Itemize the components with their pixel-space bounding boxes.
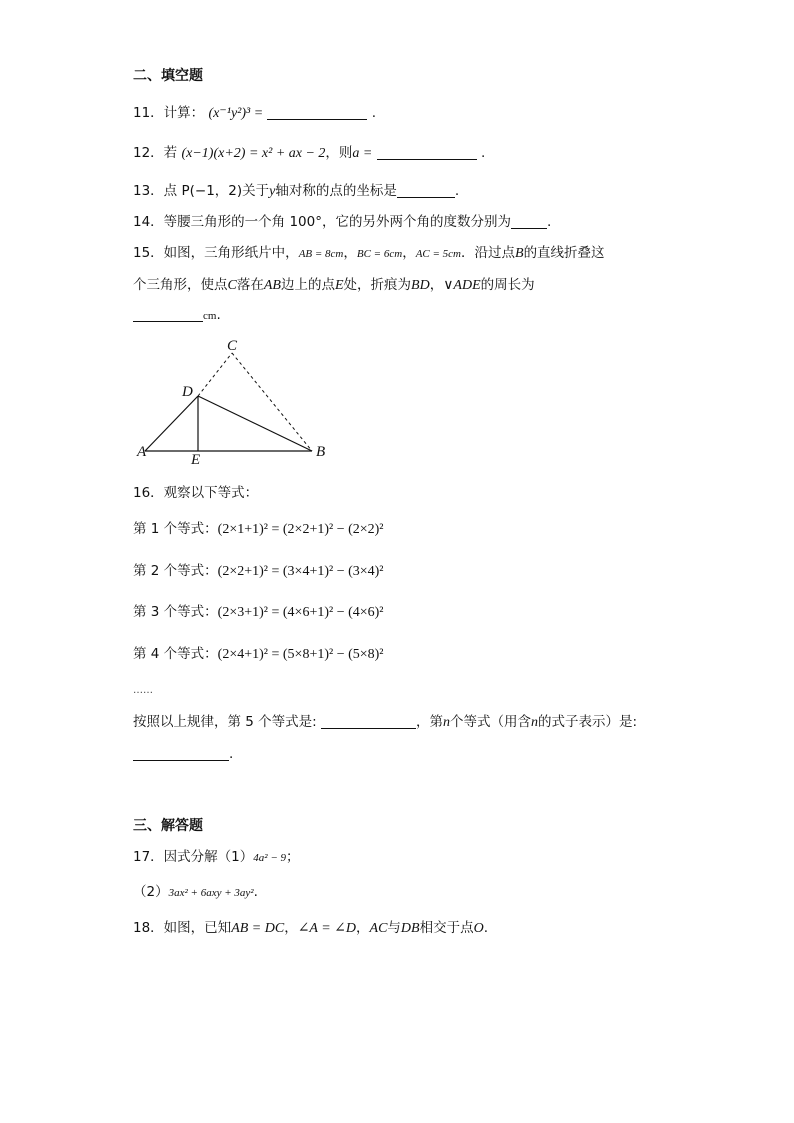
segment-db bbox=[198, 396, 312, 451]
answer-blank-11[interactable] bbox=[267, 105, 367, 120]
given-angle-a-eq-d: ∠A = ∠D bbox=[297, 921, 357, 936]
answer-blank-16b[interactable] bbox=[133, 746, 229, 761]
separator: ， bbox=[343, 245, 357, 261]
question-12-equation: (x−1)(x+2) = x² + ax − 2 bbox=[181, 146, 326, 161]
question-11-prompt: 11．计算： bbox=[133, 105, 205, 121]
question-16-intro: 16．观察以下等式： bbox=[133, 485, 259, 501]
question-15-line-3 bbox=[133, 306, 221, 325]
question-17-end: . bbox=[253, 884, 258, 900]
question-16-end: . bbox=[229, 746, 234, 762]
label-b: B bbox=[316, 444, 326, 460]
question-16-text: 按照以上规律，第 5 个等式是: bbox=[133, 714, 317, 730]
point-c-ref: C bbox=[227, 278, 237, 293]
triangle-figure bbox=[130, 336, 350, 466]
question-15-text: ．沿过点 bbox=[461, 245, 515, 261]
point-e-ref: E bbox=[334, 278, 344, 293]
question-12 bbox=[133, 144, 485, 163]
answer-blank-13[interactable] bbox=[397, 183, 455, 198]
question-16-text: ，第 bbox=[416, 714, 444, 730]
question-15-text: 15．如图，三角形纸片中， bbox=[133, 245, 299, 261]
question-16-answer-line bbox=[133, 745, 233, 763]
equation-label: 第 2 个等式： bbox=[133, 563, 218, 579]
segment-ab-ref: AB bbox=[263, 278, 281, 293]
unit-cm: cm bbox=[203, 310, 217, 322]
label-e: E bbox=[191, 452, 201, 466]
separator: ， bbox=[402, 245, 416, 261]
question-14 bbox=[133, 213, 551, 231]
label-a: A bbox=[137, 444, 147, 460]
question-12-mid: ，则 bbox=[325, 145, 353, 161]
question-12-end: . bbox=[480, 145, 486, 161]
question-17-separator: ； bbox=[286, 849, 300, 865]
question-13-end: . bbox=[454, 183, 460, 199]
equation-expression: (2×3+1)² = (4×6+1)² − (4×6)² bbox=[217, 605, 384, 620]
given-ab-eq-dc: AB = DC bbox=[231, 921, 285, 936]
separator: ， bbox=[429, 277, 444, 293]
question-18-end: . bbox=[483, 920, 488, 936]
segment-ac-ref: AC bbox=[369, 921, 388, 936]
variable-n: n bbox=[531, 715, 539, 730]
answer-blank-12[interactable] bbox=[377, 145, 477, 160]
label-c: C bbox=[227, 338, 238, 354]
question-15-text: 边上的点 bbox=[280, 277, 335, 293]
question-11-expression: (x⁻¹y²)³ = bbox=[208, 106, 264, 121]
separator: ， bbox=[284, 920, 298, 936]
question-11 bbox=[133, 104, 376, 123]
segment-bc-length: BC = 6cm bbox=[356, 248, 403, 260]
equation-row bbox=[133, 645, 384, 664]
answer-blank-16a[interactable] bbox=[321, 714, 416, 729]
question-18-text: 18．如图，已知 bbox=[133, 920, 232, 936]
segment-cb-dashed bbox=[232, 353, 312, 451]
segment-db-ref: DB bbox=[400, 921, 420, 936]
point-b-ref: B bbox=[515, 246, 524, 261]
question-12-prompt: 12．若 bbox=[133, 145, 178, 161]
question-15-text: 的周长为 bbox=[480, 277, 535, 293]
expression-2: 3ax² + 6axy + 3ay² bbox=[168, 887, 254, 899]
equation-row bbox=[133, 603, 384, 622]
equation-row bbox=[133, 562, 384, 581]
question-15-text: 处，折痕为 bbox=[343, 277, 412, 293]
question-18 bbox=[133, 919, 488, 938]
question-15-text: 落在 bbox=[236, 277, 264, 293]
variable-n: n bbox=[443, 715, 451, 730]
ellipsis: …… bbox=[133, 685, 153, 696]
point-o-ref: O bbox=[473, 921, 484, 936]
segment-ac-length: AC = 5cm bbox=[415, 248, 461, 260]
question-17-part-1 bbox=[133, 848, 300, 867]
question-15-end: . bbox=[216, 307, 221, 323]
question-13-text2: 轴对称的点的坐标是 bbox=[275, 183, 397, 199]
question-12-variable: a = bbox=[352, 146, 373, 161]
question-18-text: 与 bbox=[387, 920, 401, 936]
equation-label: 第 1 个等式： bbox=[133, 521, 218, 537]
section-heading-fill-in: 二、填空题 bbox=[133, 68, 203, 84]
answer-blank-14[interactable] bbox=[511, 214, 547, 229]
question-14-text: 14．等腰三角形的一个角 100°，它的另外两个角的度数分别为 bbox=[133, 214, 511, 230]
equation-expression: (2×2+1)² = (3×4+1)² − (3×4)² bbox=[217, 564, 384, 579]
segment-ad bbox=[145, 396, 198, 451]
separator: ， bbox=[356, 920, 370, 936]
triangle-ade-ref: ∨ADE bbox=[443, 278, 481, 293]
section-heading-solve: 三、解答题 bbox=[133, 818, 203, 834]
question-17-part-2 bbox=[133, 883, 258, 902]
question-11-end: . bbox=[371, 105, 377, 121]
equation-label: 第 3 个等式： bbox=[133, 604, 218, 620]
question-17-text: 17．因式分解（1） bbox=[133, 849, 254, 865]
question-16-text: 的式子表示）是: bbox=[538, 714, 638, 730]
crease-bd-ref: BD bbox=[411, 278, 430, 293]
question-13-text: 13．点 P(−1，2)关于 bbox=[133, 183, 270, 199]
segment-ab-length: AB = 8cm bbox=[298, 248, 344, 260]
segment-dc-dashed bbox=[198, 353, 232, 396]
equation-label: 第 4 个等式： bbox=[133, 646, 218, 662]
question-18-text: 相交于点 bbox=[419, 920, 474, 936]
question-17-text: （2） bbox=[133, 884, 169, 900]
expression-1: 4a² − 9 bbox=[253, 852, 287, 864]
question-15-text: 个三角形，使点 bbox=[133, 277, 228, 293]
question-15-text: 的直线折叠这 bbox=[523, 245, 605, 261]
equation-expression: (2×1+1)² = (2×2+1)² − (2×2)² bbox=[217, 522, 384, 537]
question-16-text: 个等式（用含 bbox=[450, 714, 532, 730]
answer-blank-15[interactable] bbox=[133, 307, 203, 322]
question-13-variable: y bbox=[269, 184, 276, 199]
question-14-end: . bbox=[547, 214, 552, 230]
question-16-ask bbox=[133, 713, 637, 732]
question-13 bbox=[133, 182, 459, 201]
equation-expression: (2×4+1)² = (5×8+1)² − (5×8)² bbox=[217, 647, 384, 662]
question-15-line-2 bbox=[133, 276, 535, 295]
equation-row bbox=[133, 520, 384, 539]
label-d: D bbox=[182, 384, 193, 400]
question-15-line-1 bbox=[133, 244, 605, 263]
